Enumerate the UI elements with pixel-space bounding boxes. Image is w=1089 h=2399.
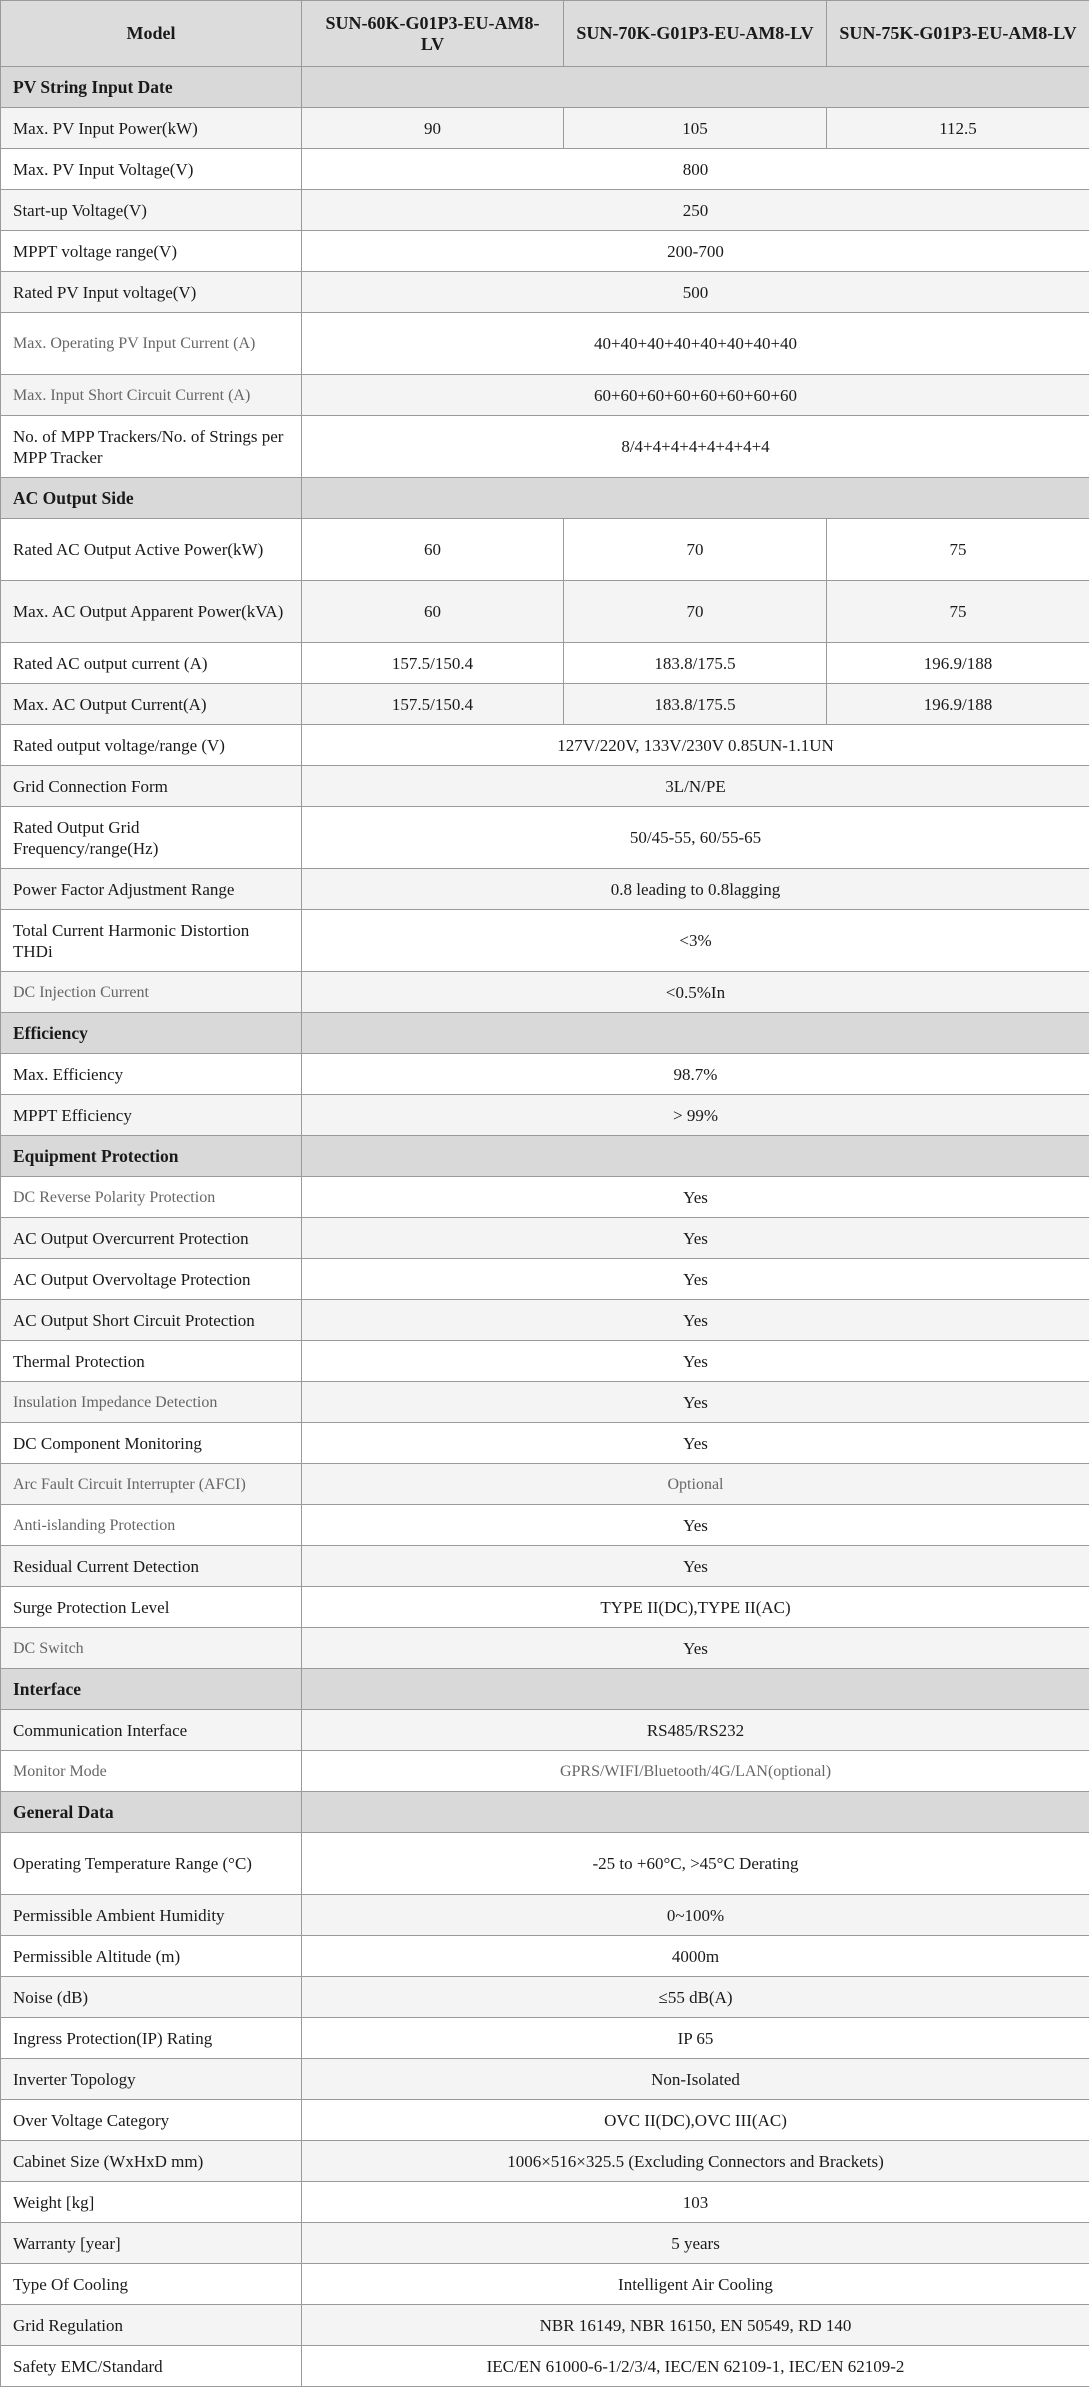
row-label: AC Output Overvoltage Protection <box>1 1259 302 1300</box>
table-row <box>1 1710 1089 1751</box>
row-value: 196.9/188 <box>827 684 1089 725</box>
row-label: Max. Operating PV Input Current (A) <box>1 313 302 375</box>
header-row <box>1 1 1089 67</box>
table-row <box>1 910 1089 972</box>
row-value: Optional <box>302 1464 1089 1505</box>
row-value: 183.8/175.5 <box>564 684 827 725</box>
row-label: Grid Connection Form <box>1 766 302 807</box>
row-value: 50/45-55, 60/55-65 <box>302 807 1089 869</box>
model-name-1: SUN-60K-G01P3-EU-AM8-LV <box>302 1 564 67</box>
row-label: Grid Regulation <box>1 2305 302 2346</box>
row-value: 40+40+40+40+40+40+40+40 <box>302 313 1089 375</box>
row-label: Over Voltage Category <box>1 2100 302 2141</box>
section-pv <box>1 67 1089 108</box>
table-row <box>1 1833 1089 1895</box>
table-row <box>1 416 1089 478</box>
table-row <box>1 272 1089 313</box>
table-row <box>1 1977 1089 2018</box>
table-row <box>1 725 1089 766</box>
row-value: 60+60+60+60+60+60+60+60 <box>302 375 1089 416</box>
model-label: Model <box>1 1 302 67</box>
row-label: DC Injection Current <box>1 972 302 1013</box>
row-value: 157.5/150.4 <box>302 643 564 684</box>
row-label: Total Current Harmonic Distortion THDi <box>1 910 302 972</box>
row-value: 75 <box>827 581 1089 643</box>
row-label: Ingress Protection(IP) Rating <box>1 2018 302 2059</box>
row-label: Rated AC output current (A) <box>1 643 302 684</box>
row-value: 3L/N/PE <box>302 766 1089 807</box>
row-label: Operating Temperature Range (°C) <box>1 1833 302 1895</box>
row-label: Safety EMC/Standard <box>1 2346 302 2387</box>
row-value: Yes <box>302 1628 1089 1669</box>
row-value: <3% <box>302 910 1089 972</box>
row-value: 70 <box>564 519 827 581</box>
row-label: Thermal Protection <box>1 1341 302 1382</box>
table-row <box>1 1546 1089 1587</box>
table-row <box>1 2223 1089 2264</box>
row-label: DC Switch <box>1 1628 302 1669</box>
row-value: 75 <box>827 519 1089 581</box>
table-row <box>1 1587 1089 1628</box>
row-value: 8/4+4+4+4+4+4+4+4 <box>302 416 1089 478</box>
row-label: Inverter Topology <box>1 2059 302 2100</box>
row-value: Yes <box>302 1382 1089 1423</box>
table-row <box>1 2305 1089 2346</box>
section-general <box>1 1792 1089 1833</box>
row-label: Anti-islanding Protection <box>1 1505 302 1546</box>
row-value: 60 <box>302 519 564 581</box>
row-label: Surge Protection Level <box>1 1587 302 1628</box>
row-label: Power Factor Adjustment Range <box>1 869 302 910</box>
row-label: Warranty [year] <box>1 2223 302 2264</box>
row-value: 1006×516×325.5 (Excluding Connectors and Brackets) <box>302 2141 1089 2182</box>
table-row <box>1 807 1089 869</box>
row-value: Yes <box>302 1218 1089 1259</box>
row-value: Yes <box>302 1341 1089 1382</box>
section-ac <box>1 478 1089 519</box>
row-label: Monitor Mode <box>1 1751 302 1792</box>
row-label: Communication Interface <box>1 1710 302 1751</box>
section-title: Efficiency <box>1 1013 302 1054</box>
table-row <box>1 1505 1089 1546</box>
table-row <box>1 2018 1089 2059</box>
table-row <box>1 1751 1089 1792</box>
section-title: Equipment Protection <box>1 1136 302 1177</box>
row-label: Max. AC Output Current(A) <box>1 684 302 725</box>
model-name-3: SUN-75K-G01P3-EU-AM8-LV <box>827 1 1089 67</box>
row-value: 103 <box>302 2182 1089 2223</box>
table-row <box>1 1095 1089 1136</box>
section-title: AC Output Side <box>1 478 302 519</box>
table-row <box>1 581 1089 643</box>
table-row <box>1 1936 1089 1977</box>
table-row <box>1 190 1089 231</box>
row-label: Max. PV Input Voltage(V) <box>1 149 302 190</box>
row-value: -25 to +60°C, >45°C Derating <box>302 1833 1089 1895</box>
row-value: RS485/RS232 <box>302 1710 1089 1751</box>
table-row <box>1 313 1089 375</box>
row-value: <0.5%In <box>302 972 1089 1013</box>
row-value: Yes <box>302 1423 1089 1464</box>
row-value: 105 <box>564 108 827 149</box>
section-interface <box>1 1669 1089 1710</box>
table-row <box>1 1423 1089 1464</box>
row-value: 250 <box>302 190 1089 231</box>
table-row <box>1 2059 1089 2100</box>
row-label: Permissible Altitude (m) <box>1 1936 302 1977</box>
row-value: 5 years <box>302 2223 1089 2264</box>
row-value: 98.7% <box>302 1054 1089 1095</box>
table-row <box>1 643 1089 684</box>
row-value: 0.8 leading to 0.8lagging <box>302 869 1089 910</box>
section-efficiency <box>1 1013 1089 1054</box>
row-value: 90 <box>302 108 564 149</box>
row-label: Rated Output Grid Frequency/range(Hz) <box>1 807 302 869</box>
table-row <box>1 231 1089 272</box>
row-label: AC Output Short Circuit Protection <box>1 1300 302 1341</box>
row-value: Yes <box>302 1505 1089 1546</box>
row-value: TYPE II(DC),TYPE II(AC) <box>302 1587 1089 1628</box>
row-value: Intelligent Air Cooling <box>302 2264 1089 2305</box>
row-value: NBR 16149, NBR 16150, EN 50549, RD 140 <box>302 2305 1089 2346</box>
table-row <box>1 1259 1089 1300</box>
row-label: MPPT voltage range(V) <box>1 231 302 272</box>
row-value: GPRS/WIFI/Bluetooth/4G/LAN(optional) <box>302 1751 1089 1792</box>
table-row <box>1 1628 1089 1669</box>
row-label: Permissible Ambient Humidity <box>1 1895 302 1936</box>
row-value: 127V/220V, 133V/230V 0.85UN-1.1UN <box>302 725 1089 766</box>
row-value: IEC/EN 61000-6-1/2/3/4, IEC/EN 62109-1, IEC/EN 62109-2 <box>302 2346 1089 2387</box>
model-name-2: SUN-70K-G01P3-EU-AM8-LV <box>564 1 827 67</box>
table-row <box>1 1054 1089 1095</box>
row-label: AC Output Overcurrent Protection <box>1 1218 302 1259</box>
table-row <box>1 1177 1089 1218</box>
row-value: 200-700 <box>302 231 1089 272</box>
row-value: 183.8/175.5 <box>564 643 827 684</box>
table-row <box>1 869 1089 910</box>
row-label: Noise (dB) <box>1 1977 302 2018</box>
row-value: 0~100% <box>302 1895 1089 1936</box>
table-row <box>1 1895 1089 1936</box>
row-value: Yes <box>302 1177 1089 1218</box>
row-value: 70 <box>564 581 827 643</box>
row-value: 112.5 <box>827 108 1089 149</box>
row-value: 800 <box>302 149 1089 190</box>
section-title: General Data <box>1 1792 302 1833</box>
row-value: 500 <box>302 272 1089 313</box>
row-label: MPPT Efficiency <box>1 1095 302 1136</box>
table-row <box>1 1341 1089 1382</box>
row-label: Weight [kg] <box>1 2182 302 2223</box>
row-label: Arc Fault Circuit Interrupter (AFCI) <box>1 1464 302 1505</box>
row-label: Rated AC Output Active Power(kW) <box>1 519 302 581</box>
section-protection <box>1 1136 1089 1177</box>
table-row <box>1 2100 1089 2141</box>
table-row <box>1 375 1089 416</box>
row-label: DC Component Monitoring <box>1 1423 302 1464</box>
row-label: Max. PV Input Power(kW) <box>1 108 302 149</box>
row-label: No. of MPP Trackers/No. of Strings per MPP Tracker <box>1 416 302 478</box>
table-row <box>1 519 1089 581</box>
row-value: 196.9/188 <box>827 643 1089 684</box>
row-label: Max. Efficiency <box>1 1054 302 1095</box>
row-label: Max. AC Output Apparent Power(kVA) <box>1 581 302 643</box>
row-value: Non-Isolated <box>302 2059 1089 2100</box>
row-value: IP 65 <box>302 2018 1089 2059</box>
section-title: PV String Input Date <box>1 67 302 108</box>
row-value: > 99% <box>302 1095 1089 1136</box>
table-row <box>1 1464 1089 1505</box>
row-value: OVC II(DC),OVC III(AC) <box>302 2100 1089 2141</box>
table-row <box>1 1300 1089 1341</box>
row-label: Rated output voltage/range (V) <box>1 725 302 766</box>
row-label: DC Reverse Polarity Protection <box>1 1177 302 1218</box>
row-label: Insulation Impedance Detection <box>1 1382 302 1423</box>
row-value: 157.5/150.4 <box>302 684 564 725</box>
table-row <box>1 2141 1089 2182</box>
row-label: Max. Input Short Circuit Current (A) <box>1 375 302 416</box>
section-title: Interface <box>1 1669 302 1710</box>
row-value: Yes <box>302 1546 1089 1587</box>
table-row <box>1 2264 1089 2305</box>
row-value: Yes <box>302 1259 1089 1300</box>
table-row <box>1 766 1089 807</box>
row-value: 4000m <box>302 1936 1089 1977</box>
table-row <box>1 972 1089 1013</box>
table-row <box>1 2182 1089 2223</box>
row-label: Start-up Voltage(V) <box>1 190 302 231</box>
table-row <box>1 149 1089 190</box>
row-value: 60 <box>302 581 564 643</box>
row-value: Yes <box>302 1300 1089 1341</box>
row-label: Cabinet Size (WxHxD mm) <box>1 2141 302 2182</box>
table-row <box>1 2346 1089 2387</box>
row-label: Type Of Cooling <box>1 2264 302 2305</box>
table-row <box>1 108 1089 149</box>
table-row <box>1 1218 1089 1259</box>
table-row <box>1 684 1089 725</box>
row-label: Residual Current Detection <box>1 1546 302 1587</box>
row-value: ≤55 dB(A) <box>302 1977 1089 2018</box>
row-label: Rated PV Input voltage(V) <box>1 272 302 313</box>
table-row <box>1 1382 1089 1423</box>
